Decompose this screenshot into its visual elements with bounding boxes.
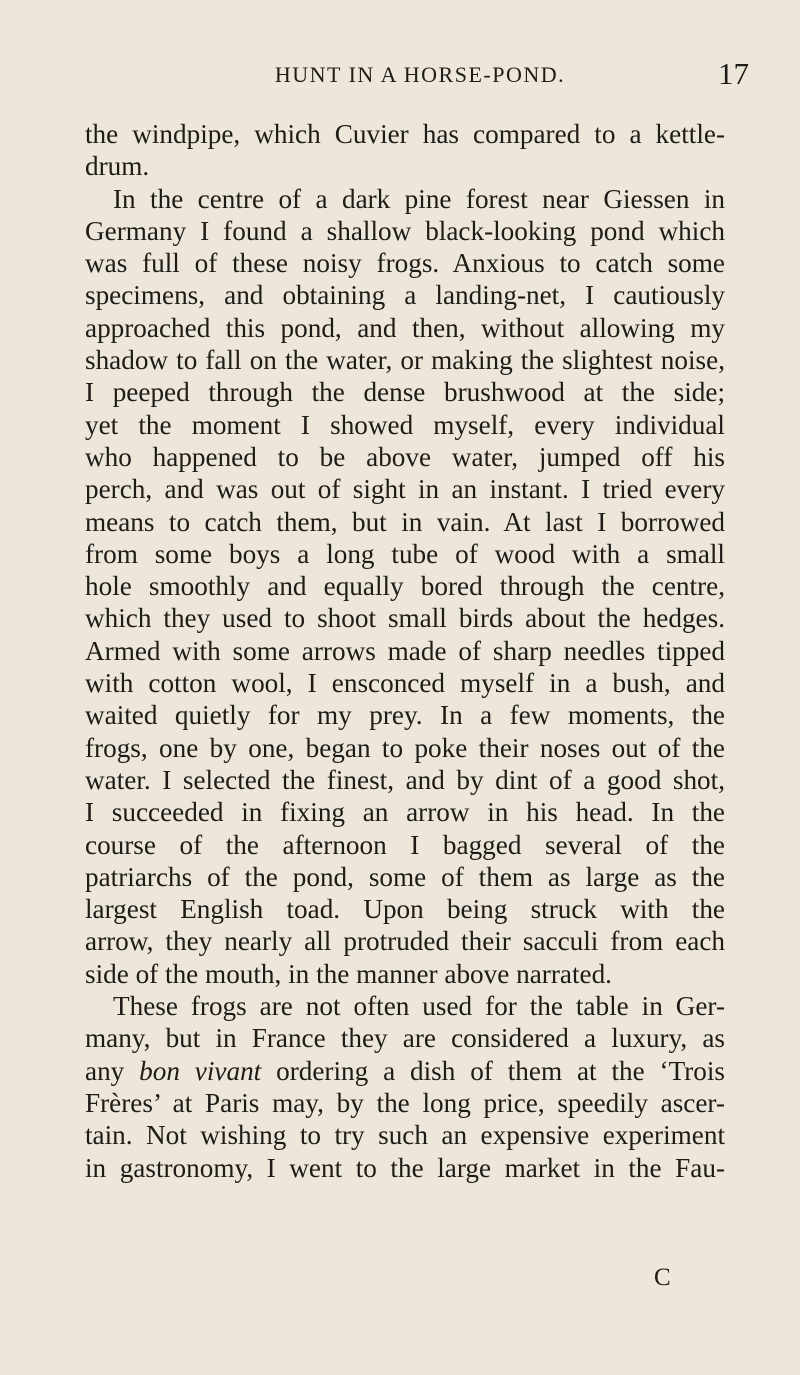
text-line: who happened to be above water, jumped off his — [85, 441, 725, 472]
text-line: approached this pond, and then, without allowing my — [85, 312, 725, 343]
text-fragment: any — [85, 1055, 125, 1086]
page-number: 17 — [718, 56, 749, 91]
text-line: In the centre of a dark pine forest near Giessen in — [113, 183, 725, 214]
text-line: perch, and was out of sight in an instant. I tried every — [85, 474, 725, 505]
signature-mark: C — [654, 1264, 671, 1291]
text-line: patriarchs of the pond, some of them as large as the — [85, 861, 725, 892]
text-line: drum. — [85, 151, 150, 182]
running-head: HUNT IN A HORSE-POND. — [274, 62, 566, 87]
text-line: These frogs are not often used for the table in Ger- — [113, 991, 725, 1022]
text-line: Armed with some arrows made of sharp needles tipped — [85, 635, 725, 666]
text-line: which they used to shoot small birds about the hedges. — [85, 603, 725, 634]
italic-phrase: bon vivant — [139, 1055, 262, 1086]
text-line: tain. Not wishing to try such an expensive experiment — [85, 1120, 725, 1151]
text-line: from some boys a long tube of wood with a small — [85, 538, 725, 569]
text-line: course of the afternoon I bagged several of the — [85, 829, 725, 860]
text-line — [85, 1055, 725, 1087]
text-line: in gastronomy, I went to the large market in the Fau- — [85, 1152, 725, 1183]
text-line: many, but in France they are considered a luxury, as — [85, 1023, 725, 1054]
text-line: Germany I found a shallow black-looking pond which — [85, 215, 725, 246]
text-line: with cotton wool, I ensconced myself in a bush, and — [85, 668, 725, 699]
text-line: waited quietly for my prey. In a few moments, the — [85, 700, 725, 731]
text-line: hole smoothly and equally bored through the centre, — [85, 571, 725, 602]
text-line: means to catch them, but in vain. At last I borrowed — [85, 506, 725, 537]
text-line: was full of these noisy frogs. Anxious to catch some — [85, 248, 725, 279]
text-line: I succeeded in fixing an arrow in his head. In the — [85, 797, 725, 828]
text-line: frogs, one by one, began to poke their noses out of the — [85, 732, 725, 763]
text-line: arrow, they nearly all protruded their sacculi from each — [85, 926, 725, 957]
text-fragment: ordering a dish of them at the ‘Trois — [276, 1055, 726, 1086]
body-text — [85, 118, 725, 1184]
text-line: I peeped through the dense brushwood at the side; — [85, 377, 725, 408]
text-line: side of the mouth, in the manner above narrated. — [85, 958, 612, 989]
text-line: water. I selected the finest, and by dint of a good shot, — [85, 764, 725, 795]
text-line: Frères’ at Paris may, by the long price, speedily ascer- — [85, 1087, 725, 1118]
text-line: specimens, and obtaining a landing-net, I cautiously — [85, 280, 725, 311]
text-line: largest English toad. Upon being struck with the — [85, 894, 725, 925]
text-line: shadow to fall on the water, or making the slightest noise, — [85, 345, 725, 376]
text-line: yet the moment I showed myself, every individual — [85, 409, 725, 440]
text-line: the windpipe, which Cuvier has compared to a kettle- — [85, 119, 725, 149]
